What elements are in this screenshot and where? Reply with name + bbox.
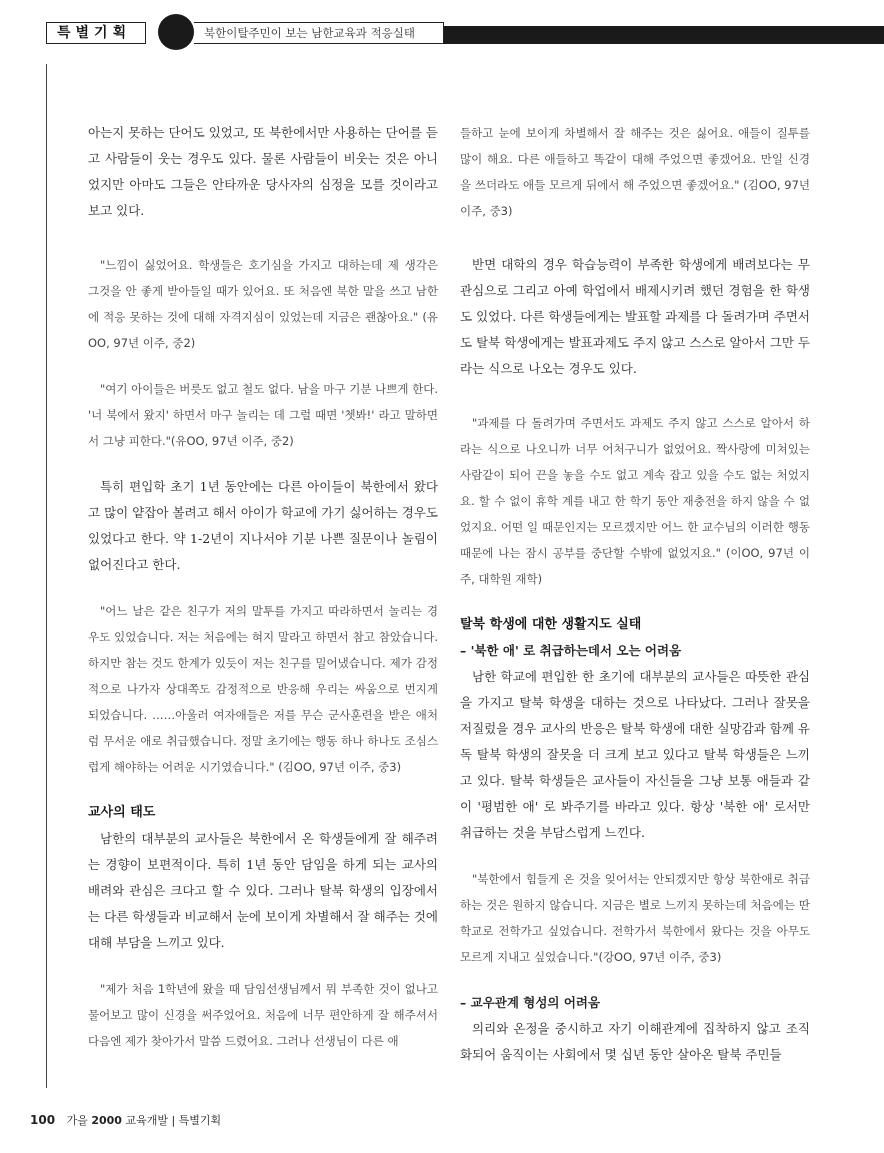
page-number: 100 [30, 1113, 56, 1127]
section-label: 특별기획 [46, 22, 146, 44]
page-header [46, 22, 884, 46]
interview-quote: "느낌이 싫었어요. 학생들은 호기심을 가지고 대하는데 제 생각은 그것을 안 좋게 받아들일 때가 있어요. 또 처음엔 북한 말을 쓰고 남한에 적응 못하는 것에 대해 자격지심이 있었는데 지금은 괜찮아요." (유OO, 97년 이주, 중2) [88, 258, 438, 350]
margin-rule [46, 64, 47, 1088]
page-footer [30, 1112, 221, 1128]
interview-quote: "여기 아이들은 버릇도 없고 철도 없다. 남을 마구 기분 나쁘게 한다. '너 북에서 왔지' 하면서 마구 놀리는 데 그럴 때면 '쳇봐!' 라고 말하면서 그냥 피한다."(유OO, 97년 이주, 중2) [88, 382, 438, 448]
subheading: – '북한 애' 로 취급하는데서 오는 어려움 [460, 643, 682, 658]
header-circle-ornament [158, 14, 194, 50]
interview-quote: "과제를 다 돌려가며 주면서도 과제도 주지 않고 스스로 알아서 하라는 식으로 나오니까 너무 어처구니가 없었어요. 짝사랑에 미쳐있는 사람같이 되어 끈을 놓을 수도 없고 계속 잡고 있을 수도 없는 처었지요. 할 수 없이 휴학 계를 내고 한 학기 동안 재충전을 하지 않을 수 없었지요. 어떤 일 때문인지는 모르겠지만 어느 한 교수님의 이러한 행동 때문에 나는 잠시 공부를 중단할 수밖에 없었지요." (이OO, 97년 이주, 대학원 재학) [460, 416, 810, 586]
section-heading: 교사의 태도 [88, 805, 156, 820]
paragraph: 특히 편입학 초기 1년 동안에는 다른 아이들이 북한에서 왔다고 많이 얕잡아 볼려고 해서 아이가 학교에 가기 싫어하는 경우도 있었다고 한다. 약 1-2년이 지나서야 기분 나쁜 질문이나 놀림이 없어진다고 한다. [88, 479, 438, 572]
section-heading: 탈북 학생에 대한 생활지도 실태 [460, 617, 642, 632]
interview-quote: "어느 날은 같은 친구가 저의 말투를 가지고 따라하면서 놀리는 경우도 있었습니다. 저는 처음에는 혀지 말라고 하면서 참고 참았습니다. 하지만 참는 것도 한계가 있듯이 저는 친구를 밀어냈습니다. 제가 감정적으로 나가자 상대쪽도 감정적으로 반응해 우리는 싸움으로 번지게 되었습니다. ……아울러 여자애들은 저를 무슨 군사훈련을 받은 애처럼 무서운 애로 취급했습니다. 정말 초기에는 행동 하나 하나도 조심스럽게 해야하는 어려운 시기였습니다." (김OO, 97년 이주, 중3) [88, 604, 438, 774]
magazine-year: 2000 [91, 1114, 122, 1127]
header-black-bar [444, 26, 884, 44]
paragraph: 아는지 못하는 단어도 있었고, 또 북한에서만 사용하는 단어를 듣고 사람들이 웃는 경우도 있다. 물론 사람들이 비웃는 것은 아니었지만 아마도 그들은 안타까운 당사자의 심정을 모를 것이라고 보고 있다. [88, 125, 438, 218]
left-column [88, 120, 438, 1054]
publication-name: 교육개발 | 특별기획 [125, 1114, 222, 1127]
paragraph: 반면 대학의 경우 학습능력이 부족한 학생에게 배려보다는 무관심으로 그리고 아예 학업에서 배제시키려 했던 경험을 한 학생도 있었다. 다른 학생들에게는 발표할 과제를 다 돌려가며 주면서도 탈북 학생에게는 발표과제도 주지 않고 스스로 알아서 그만 두라는 식으로 나오는 경우도 있다. [460, 257, 810, 376]
magazine-season: 가을 [66, 1114, 88, 1127]
paragraph: 남한 학교에 편입한 한 초기에 대부분의 교사들은 따뜻한 관심을 가지고 탈북 학생을 대하는 것으로 나타났다. 그러나 잘못을 저질렀을 경우 교사의 반응은 탈북 학생에 대한 실망감과 함께 유독 탈북 학생의 잘못을 더 크게 보고 있다고 탈북 학생들은 느끼고 있다. 탈북 학생들은 교사들이 자신들을 그냥 보통 애들과 같이 '평범한 애' 로 봐주기를 바라고 있다. 항상 '북한 애' 로서만 취급하는 것을 부담스럽게 느낀다. [460, 669, 810, 840]
paragraph: 남한의 대부분의 교사들은 북한에서 온 학생들에게 잘 해주려는 경향이 보편적이다. 특히 1년 동안 담임을 하게 되는 교사의 배려와 관심은 크다고 할 수 있다. 그러나 탈북 학생의 입장에서는 다른 학생들과 비교해서 눈에 보이게 차별해서 잘 해주는 것에 대해 부담을 느끼고 있다. [88, 831, 438, 950]
interview-quote: "북한에서 힘들게 온 것을 잊어서는 안되겠지만 항상 북한애로 취급하는 것은 원하지 않습니다. 지금은 별로 느끼지 못하는데 처음에는 딴 학교로 전학가고 싶었습니다. 전학가서 북한에서 왔다는 것을 아무도 모르게 지내고 싶었습니다."(강OO, 97년 이주, 중3) [460, 872, 810, 964]
interview-quote: "제가 처음 1학년에 왔을 때 담임선생님께서 뭐 부족한 것이 없나고 물어보고 많이 신경을 써주었어요. 처음에 너무 편안하게 잘 해주셔서 다음엔 제가 찾아가서 말씀 드렸어요. 그러나 선생님이 다른 애 [88, 982, 438, 1048]
subheading: – 교우관계 형성의 어려움 [460, 995, 601, 1010]
right-column [460, 120, 810, 1068]
feature-subtitle: 북한이탈주민이 보는 남한교육과 적응실태 [194, 22, 444, 44]
interview-quote: 들하고 눈에 보이게 차별해서 잘 해주는 것은 싫어요. 애들이 질투를 많이 해요. 다른 애들하고 똑같이 대해 주었으면 좋겠어요. 만일 신경을 쓰더라도 애들 모르게 뒤에서 해 주었으면 좋겠어요." (김OO, 97년 이주, 중3) [460, 126, 810, 218]
paragraph: 의리와 온정을 중시하고 자기 이해관계에 집착하지 않고 조직화되어 움직이는 사회에서 몇 십년 동안 살아온 탈북 주민들 [460, 1021, 810, 1062]
